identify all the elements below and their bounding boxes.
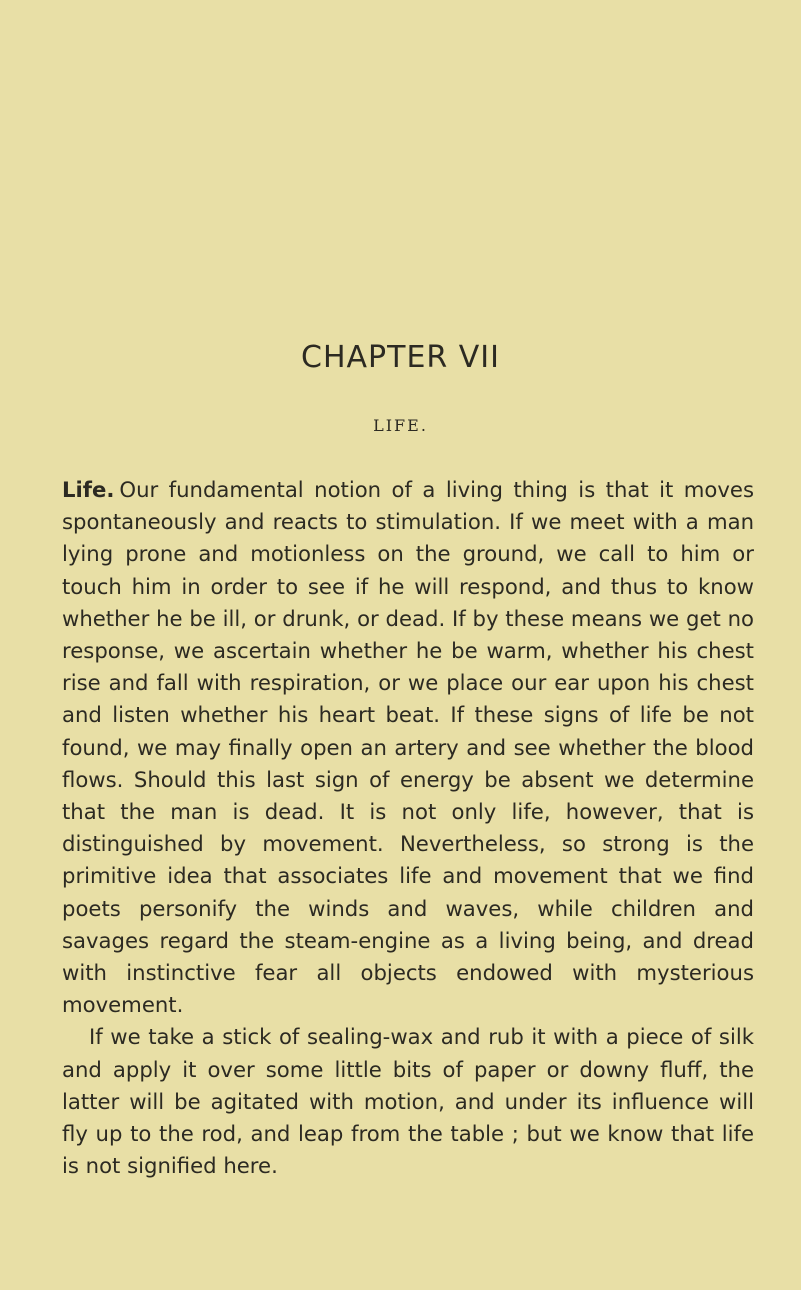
paragraph-1-text: Our fundamental notion of a living thing is that it moves spontaneously and reacts to stimulation. If we meet with a man lying prone and motionless on the ground, we call to him or touch him in order to see if he will respond, and thus to know whether he be ill, or drunk, or dead. If by these means we get no response, we ascertain whether he be warm, whether his chest rise and fall with respiration, or we place our ear upon his chest and listen whether his heart beat. If these signs of life be not found, we may finally open an artery and see whether the blood flows. Should this last sign of energy be absent we determine that the man is dead. It is not only life, however, that is distinguished by movement. Nevertheless, so strong is the primitive idea that associates life and movement that we find poets personify the winds and waves, while children and savages regard the steam-engine as a living being, and dread with instinctive fear all objects endowed with mysterious movement. <box>62 477 754 1018</box>
section-title: LIFE. <box>373 416 428 435</box>
run-in-heading: Life. <box>62 477 115 502</box>
chapter-title: CHAPTER VII <box>301 340 500 375</box>
paragraph-2: If we take a stick of sealing-wax and rub it with a piece of silk and apply it over some little bits of paper or downy fluff, the latter will be agitated with motion, and under its influence will fly up to the rod, and leap from the table ; but we know that life is not signified here. <box>62 1024 754 1179</box>
body-text <box>62 474 754 1182</box>
paragraph-1 <box>62 474 754 1021</box>
